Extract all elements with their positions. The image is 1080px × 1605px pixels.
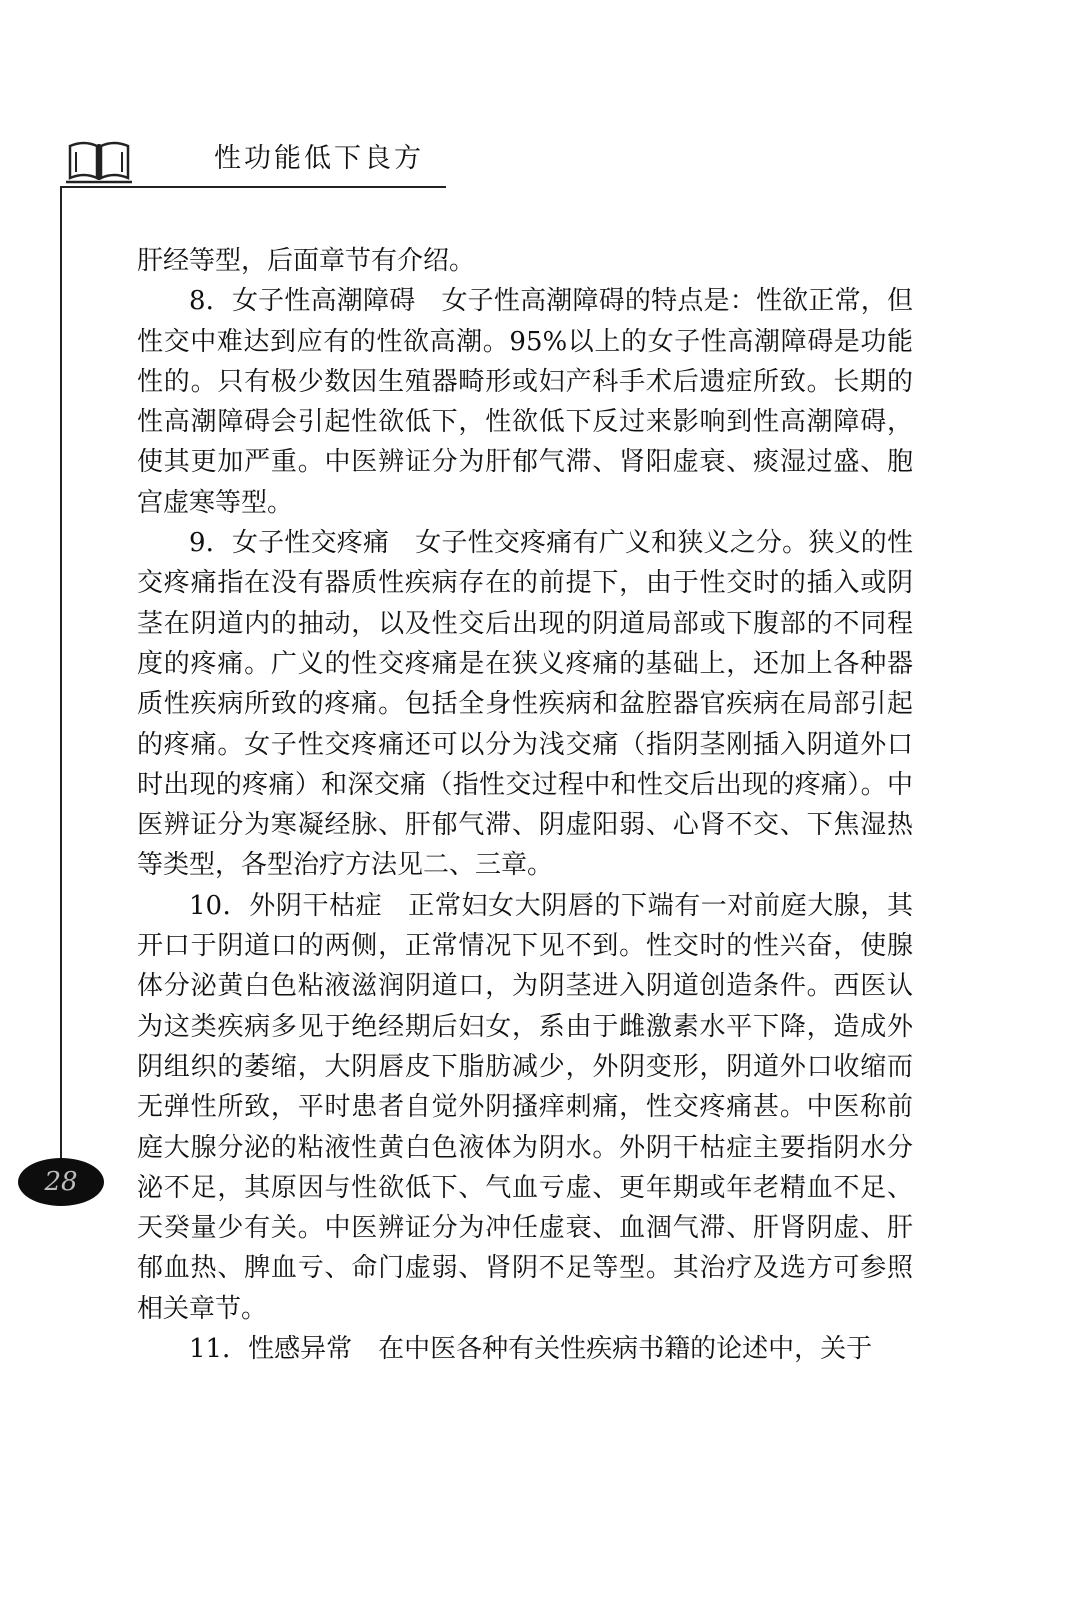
open-book-icon xyxy=(66,138,132,184)
section-number: 9． xyxy=(189,528,232,559)
body-text xyxy=(137,241,913,1369)
paragraph-text: 女子性交疼痛有广义和狭义之分。狭义的性交疼痛指在没有器质性疾病存在的前提下，由于性交时的插入或阴茎在阴道内的抽动，以及性交后出现的阴道局部或下腹部的不同程度的疼痛。广义的性交疼痛是在狭义疼痛的基础上，还加上各种器质性疾病所致的疼痛。包括全身性疾病和盆腔器官疾病在局部引起的疼痛。女子性交疼痛还可以分为浅交痛（指阴茎刚插入阴道外口时出现的疼痛）和深交痛（指性交过程中和性交后出现的疼痛）。中医辨证分为寒凝经脉、肝郁气滞、阴虚阳弱、心肾不交、下焦湿热等类型，各型治疗方法见二、三章。 xyxy=(137,528,913,881)
paragraph xyxy=(137,886,913,1329)
section-title: 性感异常 xyxy=(248,1334,353,1365)
section-title: 外阴干枯症 xyxy=(249,890,383,921)
paragraph-text: 正常妇女大阴唇的下端有一对前庭大腺，其开口于阴道口的两侧，正常情况下见不到。性交时的性兴奋，使腺体分泌黄白色粘液滋润阴道口，为阴茎进入阴道创造条件。西医认为这类疾病多见于绝经期后妇女，系由于雌激素水平下降，造成外阴组织的萎缩，大阴唇皮下脂肪减少，外阴变形，阴道外口收缩而无弹性所致，平时患者自觉外阴搔痒刺痛，性交疼痛甚。中医称前庭大腺分泌的粘液性黄白色液体为阴水。外阴干枯症主要指阴水分泌不足，其原因与性欲低下、气血亏虚、更年期或年老精血不足、天癸量少有关。中医辨证分为冲任虚衰、血涸气滞、肝肾阴虚、肝郁血热、脾血亏、命门虚弱、肾阴不足等型。其治疗及选方可参照相关章节。 xyxy=(137,890,913,1324)
side-rule xyxy=(60,186,62,1184)
section-title: 女子性交疼痛 xyxy=(231,528,390,559)
header-rule xyxy=(60,186,446,188)
paragraph-text: 肝经等型，后面章节有介绍。 xyxy=(137,246,476,276)
paragraph xyxy=(137,281,913,523)
section-title: 女子性高潮障碍 xyxy=(231,286,416,317)
paragraph xyxy=(137,241,913,281)
running-title: 性功能低下良方 xyxy=(214,143,424,174)
section-number: 10． xyxy=(189,890,250,921)
paragraph xyxy=(137,1329,913,1369)
paragraph-text: 女子性高潮障碍的特点是：性欲正常，但性交中难达到应有的性欲高潮。95%以上的女子性高潮障碍是功能性的。只有极少数因生殖器畸形或妇产科手术后遗症所致。长期的性高潮障碍会引起性欲低下，性欲低下反过来影响到性高潮障碍，使其更加严重。中医辨证分为肝郁气滞、肾阳虚衰、痰湿过盛、胞宫虚寒等型。 xyxy=(137,286,913,518)
page-header xyxy=(0,0,1080,200)
paragraph xyxy=(137,523,913,886)
section-number: 11． xyxy=(189,1334,249,1365)
paragraph-text: 在中医各种有关性疾病书籍的论述中，关于 xyxy=(378,1334,873,1365)
section-number: 8． xyxy=(189,286,232,317)
page-number: 28 xyxy=(18,1158,104,1206)
